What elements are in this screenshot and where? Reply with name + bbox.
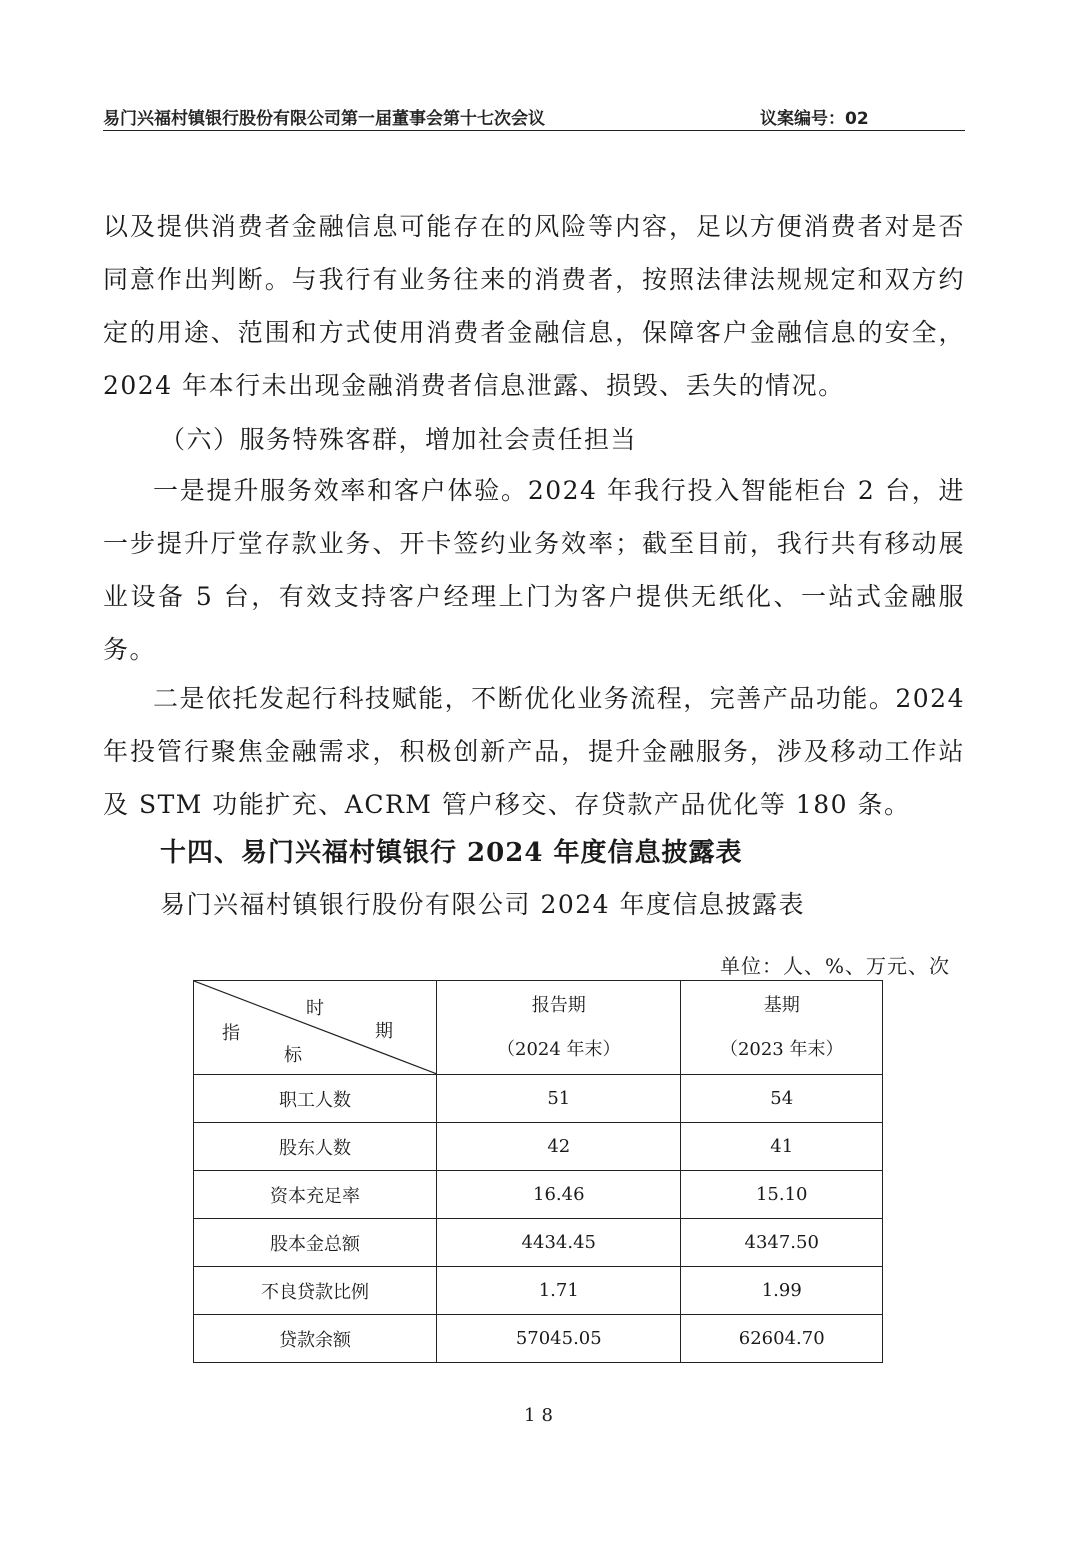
paragraph-tech-empowerment: 二是依托发起行科技赋能，不断优化业务流程，完善产品功能。2024 年投管行聚焦金融需求，积极创新产品，提升金融服务，涉及移动工作站及 STM 功能扩充、ACRM 管户移交、存贷款产品优化等 180 条。 (103, 684, 965, 819)
table-header-row (194, 981, 883, 1075)
indicator-cell: 股本金总额 (194, 1219, 437, 1267)
table-row (194, 1219, 883, 1267)
unit-note: 单位：人、%、万元、次 (720, 954, 951, 978)
indicator-cell: 职工人数 (194, 1075, 437, 1123)
paragraph-consumer-info: 以及提供消费者金融信息可能存在的风险等内容，足以方便消费者对是否同意作出判断。与我行有业务往来的消费者，按照法律法规规定和双方约定的用途、范围和方式使用消费者金融信息，保障客户金融信息的安全，2024 年本行未出现金融消费者信息泄露、损毁、丢失的情况。 (103, 212, 965, 400)
report-value-cell: 16.46 (437, 1171, 681, 1219)
table-title: 易门兴福村镇银行股份有限公司 2024 年度信息披露表 (160, 890, 806, 919)
base-value-cell: 15.10 (681, 1171, 883, 1219)
indicator-cell: 股东人数 (194, 1123, 437, 1171)
report-value-cell: 57045.05 (437, 1315, 681, 1363)
corner-label-indicator-2: 标 (284, 1045, 302, 1066)
page-header (103, 100, 965, 131)
indicator-cell: 不良贷款比例 (194, 1267, 437, 1315)
meeting-title: 易门兴福村镇银行股份有限公司第一届董事会第十七次会议 (103, 109, 545, 129)
proposal-number: 议案编号：02 (760, 109, 869, 129)
table-row (194, 1267, 883, 1315)
section-heading-14: 十四、易门兴福村镇银行 2024 年度信息披露表 (160, 838, 743, 868)
indicator-cell: 资本充足率 (194, 1171, 437, 1219)
table-row (194, 1171, 883, 1219)
report-period-label: 报告期 (531, 994, 586, 1016)
corner-label-time: 时 (306, 998, 324, 1019)
report-value-cell: 51 (437, 1075, 681, 1123)
report-period-sub: （2024 年末） (497, 1038, 621, 1060)
table-row (194, 1315, 883, 1363)
paragraph-service-efficiency: 一是提升服务效率和客户体验。2024 年我行投入智能柜台 2 台，进一步提升厅堂存款业务、开卡签约业务效率；截至目前，我行共有移动展业设备 5 台，有效支持客户经理上门为客户提供无纸化、一站式金融服务。 (103, 476, 965, 664)
report-value-cell: 1.71 (437, 1267, 681, 1315)
corner-label-indicator-1: 指 (222, 1023, 240, 1044)
table-row (194, 1075, 883, 1123)
report-period-header (437, 981, 681, 1075)
corner-header-cell (194, 981, 437, 1075)
base-value-cell: 54 (681, 1075, 883, 1123)
base-value-cell: 41 (681, 1123, 883, 1171)
indicator-cell: 贷款余额 (194, 1315, 437, 1363)
report-value-cell: 42 (437, 1123, 681, 1171)
base-period-sub: （2023 年末） (719, 1038, 844, 1060)
report-value-cell: 4434.45 (437, 1219, 681, 1267)
disclosure-table (193, 980, 883, 1363)
base-period-label: 基期 (763, 994, 800, 1016)
base-value-cell: 62604.70 (681, 1315, 883, 1363)
base-value-cell: 1.99 (681, 1267, 883, 1315)
table-row (194, 1123, 883, 1171)
page-number: 18 (524, 1405, 559, 1426)
corner-label-period: 期 (375, 1021, 393, 1042)
base-period-header (681, 981, 883, 1075)
subsection-heading-6: （六）服务特殊客群，增加社会责任担当 (160, 425, 638, 454)
base-value-cell: 4347.50 (681, 1219, 883, 1267)
